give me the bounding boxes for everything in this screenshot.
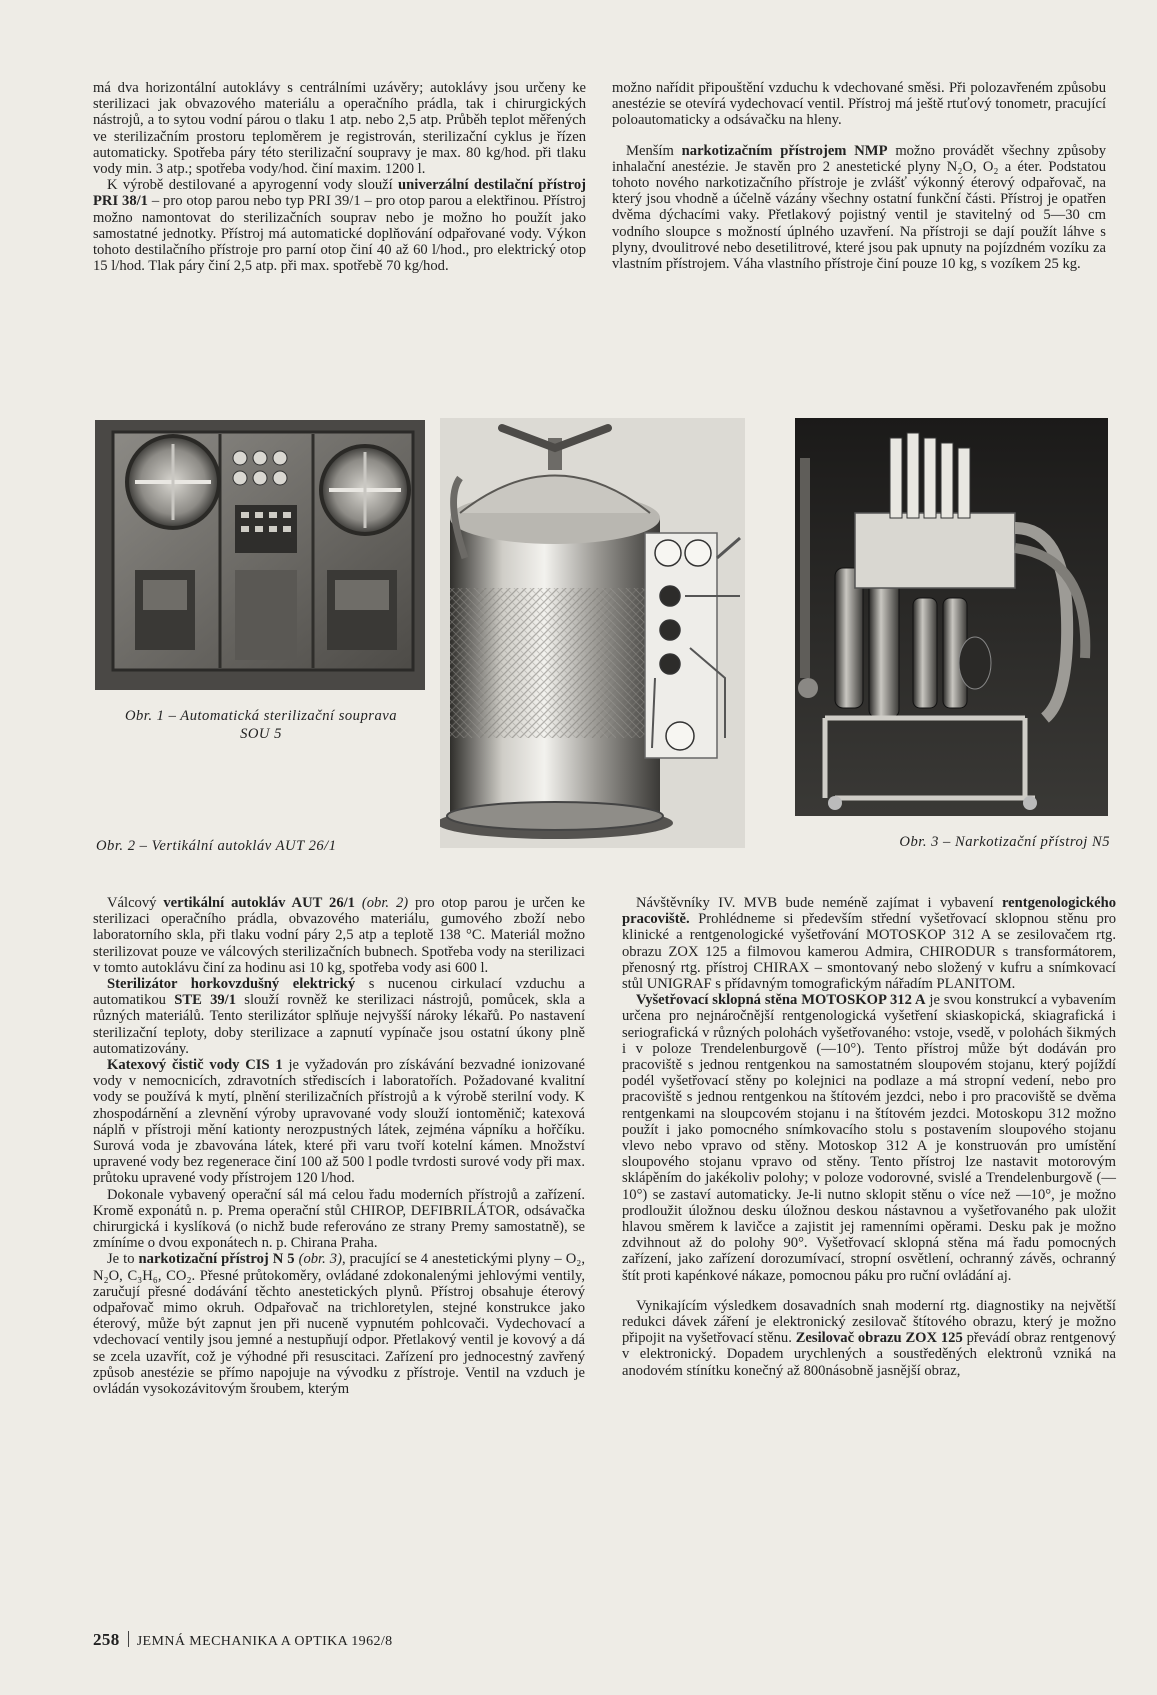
figure-2-caption: Obr. 2 – Vertikální autokláv AUT 26/1: [96, 838, 337, 854]
paragraph: Vynikajícím výsledkem dosavadních snah moderní rtg. diagnostiky na největší redukci dávek záření je elektronický zesilovač štítového obrazu, který je možno připojit na vyšetřovací stěnu. Zesilovač obrazu ZOX 125 převádí obraz rentgenový v elektronický. Dopadem urychlených a soustředěných elektronů vzniká na anodovém stínítku konečný až 800násobně jasnější obraz,: [622, 1297, 1116, 1379]
footer-divider: [128, 1631, 129, 1647]
paragraph: možno nařídit připouštění vzduchu k vdechované směsi. Při polozavřeném způsobu anestézie se otevírá vydechovací ventil. Přístroj má ještě rtuťový tonometr, pracující poloautomaticky a odsávačku na hleny.: [612, 80, 1106, 129]
paragraph: Menším narkotizačním přístrojem NMP možno provádět všechny způsoby inhalační anestézie. Je stavěn pro 2 anestetické plyny N₂O, O₂ a éter. Podstatou tohoto nového narkotizačního přístroje je zvlášť výkonný éterový odpařovač, na který jsou vhodně a účelně vázány všechny ostatní funkční části. Přístroj je opatřen dvěma dýchacími vaky. Přetlakový pojistný ventil je stavitelný od 5—30 cm vodního sloupce s možností úplného uzavření. Na přístroji se dají použít láhve s plyny, dvoulitrové nebo desetilitrové, které jsou pak upnuty na pojízdném vozíku za vlastním přístrojem. Váha vlastního přístroje činí pouze 10 kg, s vozíkem 25 kg.: [612, 142, 1107, 273]
paragraph: Návštěvníky IV. MVB bude neméně zajímat i vybavení rentgenologického pracoviště. Prohlédneme si především střední vyšetřovací sklopnou stěnu pro klinické a rentgenologické vyšetřování MOTOSKOP 312 A se zesilovačem rtg. obrazu ZOX 125 a filmovou kamerou Admira, CHIRODUR s transformátorem, přenosný rtg. přístroj CHIRAX – smontovaný nebo složený v kufru a snímkovací stůl UNIGRAF s přídavným tomografickým nářadím PLANITOM.: [622, 895, 1116, 993]
caption-line: Obr. 1 – Automatická sterilizační souprava: [124, 708, 398, 724]
paragraph: Katexový čistič vody CIS 1 je vyžadován pro získávání bezvadné ionizované vody v nemocnicích, zdravotních střediscích i laboratořích. Požadované kvalitní vody se používá k mytí, plnění sterilizačních přístrojů a k výrobě sterilní vody. K zhospodárnění a zlevnění výroby upravované vody slouží iontoměnič; katexová náplň v přístroji mění kationty nerozpustných látek, zejména vápníku a hořčíku. Surová voda je zbavována látek, které při varu tvoří kotelní kámen. Množství upravené vody bez regenerace činí 100 až 500 l podle tvrdosti surové vody při max. průtoku upravené vody přístrojem 120 l/hod.: [93, 1057, 585, 1187]
paragraph: Je to narkotizační přístroj N 5 (obr. 3), pracující se 4 anestetickými plyny – O₂, N₂O, C₃H₆, CO₂. Přesné průtokoměry, ovládané zdokonalenými jehlovými ventily, zaručují přesné dodávání těchto anestetických plynů. Přístroj obsahuje éterový odpařovač mimo okruh. Odpařovač na trichloretylen, stejné konstrukce jako éterový, může být zapnut jen při nuceně vypnutém pohlcovači. Vydechovací a vdechovací ventily jsou jemné a nestupňují odpor. Přetlakový ventil je kovový a dá se zcela uzavřít, což je výhodné při resuscitaci. Zařízení pro jednocestný zavřený způsob anestézie se přímo napojuje na vývodku z přístroje. Ventil na vzduch je ovládán vysokozávitovým šroubem, kterým: [93, 1251, 585, 1398]
page-number: 258: [93, 1630, 120, 1649]
paragraph: Dokonale vybavený operační sál má celou řadu moderních přístrojů a zařízení. Kromě exponátů n. p. Prema operační stůl CHIROP, DEFIBRILÁTOR, odsávačka chirurgická i kyslíková (o nichž bude referováno ze strany Premy samostatně), se zmíníme o dvou exponátech n. p. Chirana Praha.: [93, 1186, 585, 1252]
bottom-left-column: [93, 895, 585, 1397]
paragraph: Vyšetřovací sklopná stěna MOTOSKOP 312 A je svou konstrukcí a vybavením určena pro nejnáročnější rentgenologická vyšetření skiaskopická, skiagrafická i seriografická v různých polohách vyšetřovaného: vstoje, vsedě, v polohách šikmých i v poloze Trendelenburgově (—10°). Tento přístroj může být dodáván pro pracoviště s jednou rentgenkou na samostatném sloupovém stojanu, který pojíždí podél vyšetřovací stěny po kolejnici na podlaze a má stropní vedení, nebo pro pracoviště s jednou rentgenkou na štítovém jezdci, nebo i pro pracoviště se dvěma rentgenkami na sloupcovém stojanu i na štítovém jezdci. Motoskopu 312 možno použít i jako pomocného snímkovacího stolu s postavením sloupového stojanu vlevo nebo vpravo od stěny. Motoskop 312 A je konstruován pro umístění sloupového stojanu vpravo od stěny. Tento přístroj lze nastavit motorovým sklápěním do jakékoliv polohy; v poloze vodorovné, svislé a Trendelenburgově (—10°) se zastaví automaticky. Je-li nutno sklopit stěnu o více než —10°, je možno prodloužit úložnou desku úložnou deskou nástavnou a vyšetřovaného pak uložit hlavou směrem k lavičce a zajistit jej ramenními opěrami. Desku pak je možno zdvihnout až do polohy 90°. Vyšetřovací sklopná stěna má řadu pomocných zařízení, jako zařízení dorozumívací, stropní osvětlení, ochranný závěs, ochranný štít proti kapénkové nákaze, pomocnou páku pro ruční ovládání aj.: [622, 992, 1117, 1284]
paragraph: má dva horizontální autoklávy s centrálními uzávěry; autoklávy jsou určeny ke sterilizaci jak obvazového materiálu a operačního prádla, tak i chirurgických nástrojů, a to sytou vodní párou o tlaku 1 atp. nebo 2,5 atp. Průběh teplot měřených ve sterilizačním prostoru teploměrem je registrován, sterilizační cyklus je řízen automaticky. Spotřeba páry této sterilizační soupravy je max. 80 kg/hod. při tlaku vody min. 3 atp.; spotřeba vody/hod. činí maxim. 1200 l.: [93, 80, 586, 178]
figure-1-caption: [96, 707, 426, 743]
page-footer: [93, 1630, 393, 1650]
paragraph: K výrobě destilované a apyrogenní vody slouží univerzální destilační přístroj PRI 38/1 – pro otop parou nebo typ PRI 39/1 – pro otop parou a elektřinou. Přístroj možno namontovat do sterilizačních souprav nebo je možno ho použít jako samostatné jednotky. Přístroj má automatické doplňování odpařované vody. Výkon tohoto destilačního přístroje pro parní otop činí 40 až 60 l/hod., pro elektrický otop 15 l/hod. Tlak páry činí 2,5 atp. při max. spotřebě 70 kg/hod.: [93, 177, 586, 275]
top-right-column: [612, 80, 1106, 272]
figure-3-caption: Obr. 3 – Narkotizační přístroj N5: [899, 834, 1110, 850]
figure-2-photo: [440, 418, 745, 848]
top-left-column: [93, 80, 586, 274]
journal-title: JEMNÁ MECHANIKA A OPTIKA 1962/8: [136, 1634, 393, 1649]
caption-line: SOU 5: [240, 726, 282, 742]
paragraph: Sterilizátor horkovzdušný elektrický s nucenou cirkulací vzduchu a automatikou STE 39/1 slouží rovněž ke sterilizaci nástrojů, pomůcek, skla a různých materiálů. Tento sterilizátor splňuje nejvyšší nároky lékařů. Po nastavení sterilizační teploty, doby sterilizace a zapnutí vypínače jsou ostatní úkony plně automatizovány.: [93, 976, 585, 1057]
bottom-right-column: [622, 895, 1116, 1379]
figure-1-photo: [95, 420, 425, 690]
paragraph: Válcový vertikální autokláv AUT 26/1 (obr. 2) pro otop parou je určen ke sterilizaci operačního prádla, obvazového materiálu, gumového zboží nebo laboratorního skla, při tlaku vodní páry 2,5 atp a teplotě 138 °C. Materiál možno sterilizovat pouze ve válcových sterilizačních bubnech. Spotřeba vody na sterilizaci v tomto autoklávu činí za hodinu asi 10 kg, spotřeba vody asi 600 l.: [93, 895, 586, 976]
figure-3-photo: [795, 418, 1108, 816]
